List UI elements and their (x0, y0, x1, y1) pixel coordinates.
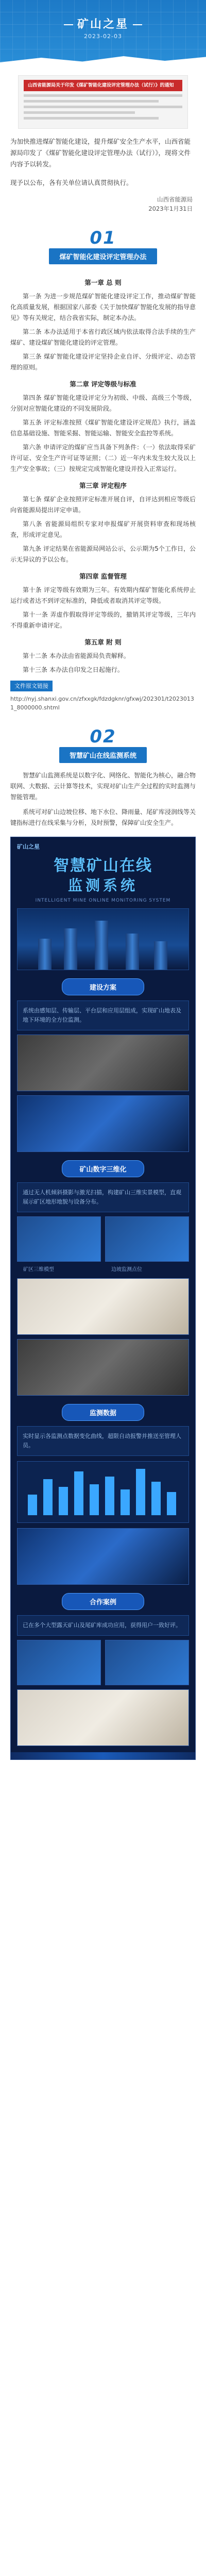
monitor-bar (59, 1487, 68, 1515)
poster-subtitle: INTELLIGENT MINE ONLINE MONITORING SYSTEM (35, 898, 171, 903)
poster-image (105, 1640, 189, 1685)
article-paragraph: 第十条 评定等级有效期为三年。有效期内煤矿智能化系统停止运行或者达不到评定标准的，降低或者取消其评定等级。 (10, 586, 196, 604)
poster-headline: 监测系统 (67, 877, 138, 894)
monitor-bar (43, 1479, 53, 1515)
article-paragraph: 第六条 申请评定的煤矿应当具备下列条件：（一）依法取得采矿许可证、安全生产许可证等证照；（二）近一年内未发生较大及以上生产安全事故；（三）按规定完成智能化建设并投入正常运行。 (10, 444, 196, 472)
document-line (24, 117, 159, 120)
poster-image (17, 1278, 189, 1335)
monitor-bar (105, 1477, 114, 1515)
issue-date: 2023-02-03 (84, 33, 122, 40)
source-label: 文件原文链接 (10, 681, 53, 691)
article-paragraph: 第一条 为进一步规范煤矿智能化建设评定工作，推动煤矿智能化高质量发展，根据国家八部委《关于加快煤矿智能化发展的指导意见》等有关规定，结合我省实际，制定本办法。 (10, 293, 196, 321)
poster-image (17, 1528, 189, 1585)
article-paragraph: 第八条 省能源局组织专家对申报煤矿开展资料审查和现场核查，形成评定意见。 (10, 520, 196, 538)
article-paragraph: 第七条 煤矿企业按照评定标准开展自评，自评达到相应等级后向省能源局提出评定申请。 (10, 496, 196, 514)
scene-tower (154, 941, 167, 970)
section-number: 02 (90, 726, 116, 747)
article-paragraph: 第三条 煤矿智能化建设评定坚持企业自评、分级评定、动态管理的原则。 (10, 353, 196, 371)
poster-image (17, 1216, 101, 1262)
article-paragraph: 第二条 本办法适用于本省行政区域内依法取得合法手续的生产煤矿、建设煤矿智能化建设的评定管理。 (10, 328, 196, 346)
document-line (24, 100, 159, 103)
monitor-bar (90, 1484, 99, 1515)
poster-panel: 已在多个大型露天矿山及尾矿库成功应用，获得用户一致好评。 (17, 1615, 189, 1636)
poster-headline: 智慧矿山在线 (54, 857, 152, 875)
scene-tower (38, 939, 52, 970)
poster-brand: 矿山之星 (17, 843, 40, 850)
chapter-heading: 第五章 附 则 (84, 638, 122, 646)
article-paragraph: 第十一条 弄虚作假取得评定等级的，撤销其评定等级，三年内不得重新申请评定。 (10, 611, 196, 629)
source-link[interactable]: http://nyj.shanxi.gov.cn/zfxxgk/fdzdgknr/gfxwj/202301/t20230131_8000000.shtml (10, 696, 194, 711)
poster-image-pair (17, 1216, 189, 1262)
poster-section-pill: 建设方案 (62, 978, 144, 995)
source-block (10, 681, 196, 712)
signature-date: 2023年1月31日 (148, 205, 193, 212)
monitor-bar (74, 1471, 83, 1515)
section-2-intro (0, 763, 206, 828)
article-paragraph: 第十三条 本办法自印发之日起施行。 (23, 666, 124, 673)
section-title: 煤矿智能化建设评定管理办法 (49, 248, 157, 264)
page-title: 矿山之星 (0, 15, 206, 31)
section-title: 智慧矿山在线监测系统 (59, 747, 147, 763)
chapter-heading: 第四章 监督管理 (79, 572, 127, 580)
section-header-01 (0, 229, 206, 264)
poster-image (17, 1035, 189, 1091)
poster-footer-bar (11, 1752, 195, 1759)
poster-caption: 矿区三维模型 (23, 1267, 54, 1273)
document-line (24, 106, 182, 108)
monitor-bar (28, 1495, 37, 1515)
document-line (24, 94, 182, 97)
product-poster (10, 837, 196, 1760)
signature-block (10, 195, 196, 213)
poster-monitor-graphic (17, 1461, 189, 1523)
poster-caption: 边坡监测点位 (111, 1267, 142, 1273)
poster-image (17, 1689, 189, 1746)
monitor-bar (121, 1489, 130, 1515)
article-paragraph: 第五条 评定标准按照《煤矿智能化建设评定规范》执行，涵盖信息基础设施、智能采掘、智能运输、智能安全监控等系统。 (10, 419, 196, 437)
monitor-bar (136, 1469, 145, 1515)
poster-section-pill: 监测数据 (62, 1404, 144, 1421)
scene-tower (64, 928, 77, 970)
poster-panel: 系统由感知层、传输层、平台层和应用层组成，实现矿山地表及地下环境的全方位监测。 (17, 1001, 189, 1030)
poster-caption-pair (17, 1266, 189, 1274)
poster-panel: 通过无人机倾斜摄影与激光扫描，构建矿山三维实景模型，直观展示矿区地形地貌与设备分布。 (17, 1182, 189, 1212)
poster-image (17, 1339, 189, 1396)
section-paragraph: 系统可对矿山边坡位移、地下水位、降雨量、尾矿库浸润线等关键指标进行在线采集与分析，及时预警，保障矿山安全生产。 (10, 808, 196, 826)
poster-section-pill: 合作案例 (62, 1593, 144, 1610)
signature-org: 山西省能源局 (157, 196, 193, 203)
poster-section-pill: 矿山数字三维化 (62, 1160, 144, 1177)
document-thumbnail[interactable] (18, 75, 188, 129)
poster-hero-scene (17, 908, 189, 970)
poster-panel: 实时显示各监测点数据变化曲线，超限自动报警并推送至管理人员。 (17, 1426, 189, 1456)
article-paragraph: 第九条 评定结果在省能源局网站公示，公示期为5个工作日，公示无异议的予以公布。 (10, 545, 196, 563)
scene-tower (126, 934, 139, 970)
article-paragraph: 第十二条 本办法由省能源局负责解释。 (23, 652, 130, 659)
intro-section (0, 67, 206, 213)
monitor-bar (151, 1482, 161, 1515)
scene-tower (95, 921, 108, 970)
poster-image (17, 1095, 189, 1152)
article-paragraph: 第四条 煤矿智能化建设评定分为初级、中级、高级三个等级，分别对应智能化建设的不同发展阶段。 (10, 394, 196, 412)
chapter-heading: 第一章 总 则 (84, 279, 122, 286)
header-banner (0, 0, 206, 67)
poster-image (17, 1640, 101, 1685)
poster-image (105, 1216, 189, 1262)
poster-image-pair (17, 1640, 189, 1685)
document-line (24, 111, 135, 114)
intro-paragraph: 现予以公布，各有关单位请认真贯彻执行。 (10, 179, 133, 187)
section-number: 01 (90, 228, 116, 248)
document-thumbnail-title: 山西省能源局关于印发《煤矿智能化建设评定管理办法（试行）》的通知 (24, 80, 182, 91)
section-header-02 (0, 727, 206, 763)
section-paragraph: 智慧矿山监测系统是以数字化、网络化、智能化为核心，融合物联网、大数据、云计算等技术，实现对矿山生产全过程的实时监测与智能管理。 (10, 772, 196, 801)
chapter-heading: 第二章 评定等级与标准 (70, 380, 136, 388)
chapter-heading: 第三章 评定程序 (79, 482, 127, 489)
regulation-article (0, 264, 206, 712)
intro-paragraph: 为加快推进煤矿智能化建设，提升煤矿安全生产水平，山西省能源局印发了《煤矿智能化建设评定管理办法（试行）》，现将文件内容予以转发。 (10, 138, 191, 168)
monitor-bar (167, 1492, 176, 1515)
